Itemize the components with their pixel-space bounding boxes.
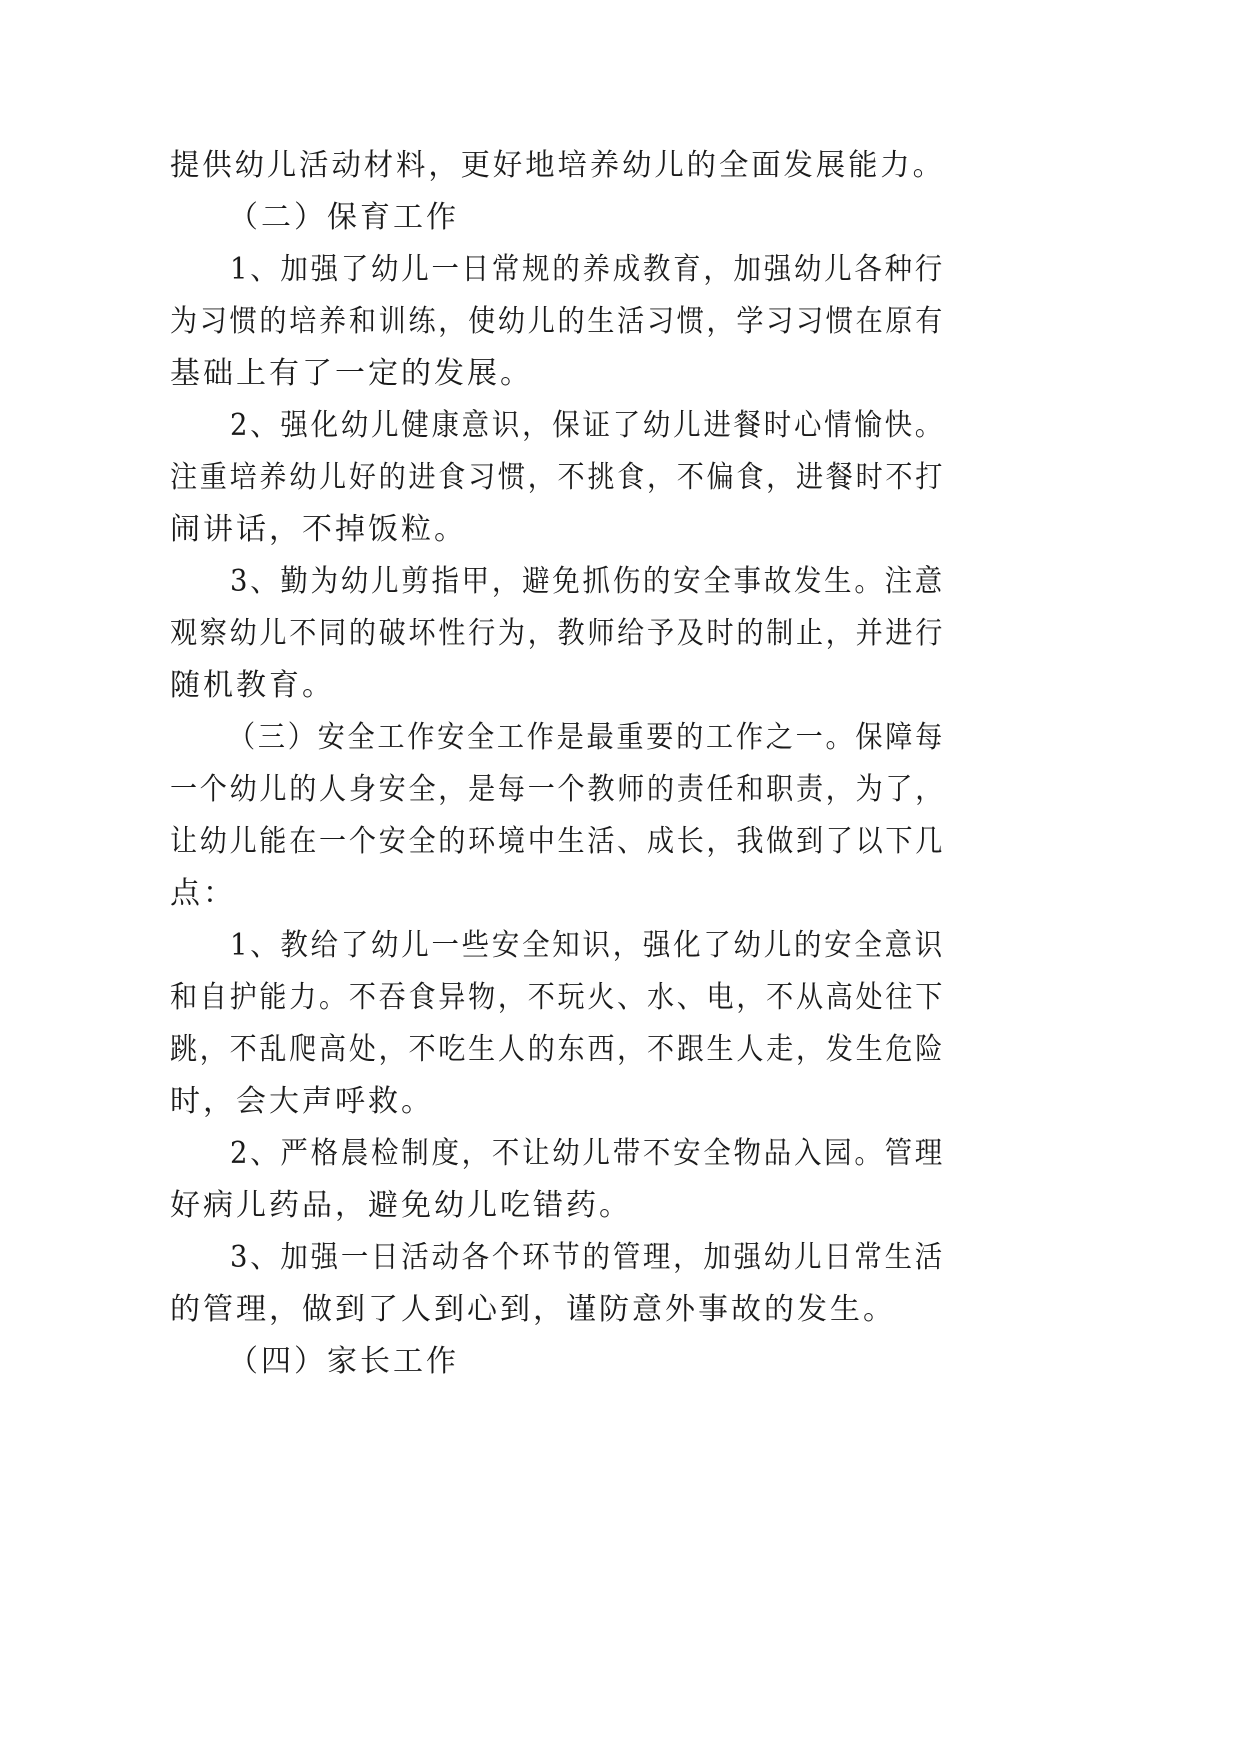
text-line: 注重培养幼儿好的进食习惯，不挑食，不偏食，进餐时不打: [170, 460, 946, 495]
text-line: 1、加强了幼儿一日常规的养成教育，加强幼儿各种行: [230, 252, 946, 287]
text-line: 闹讲话，不掉饭粒。: [170, 512, 467, 547]
text-line: 跳，不乱爬高处，不吃生人的东西，不跟生人走，发生危险: [170, 1032, 946, 1067]
text-line: 为习惯的培养和训练，使幼儿的生活习惯，学习习惯在原有: [170, 304, 946, 339]
text-line: 3、加强一日活动各个环节的管理，加强幼儿日常生活: [230, 1240, 946, 1275]
section-heading: （四）家长工作: [228, 1344, 459, 1379]
section-heading: （三）安全工作安全工作是最重要的工作之一。保障每: [228, 720, 945, 755]
text-line: 一个幼儿的人身安全，是每一个教师的责任和职责，为了，: [170, 772, 946, 807]
text-line: 和自护能力。不吞食异物，不玩火、水、电，不从高处往下: [170, 980, 946, 1015]
text-line: 点：: [170, 876, 236, 911]
text-line: 1、教给了幼儿一些安全知识，强化了幼儿的安全意识: [230, 928, 946, 963]
text-line: 基础上有了一定的发展。: [170, 356, 533, 391]
text-line: 观察幼儿不同的破坏性行为，教师给予及时的制止，并进行: [170, 616, 946, 651]
text-line: 让幼儿能在一个安全的环境中生活、成长，我做到了以下几: [170, 824, 946, 859]
text-line: 的管理，做到了人到心到，谨防意外事故的发生。: [170, 1292, 896, 1327]
text-line: 好病儿药品，避免幼儿吃错药。: [170, 1188, 632, 1223]
text-line: 3、勤为幼儿剪指甲，避免抓伤的安全事故发生。注意: [230, 564, 946, 599]
text-line: 时，会大声呼救。: [170, 1084, 434, 1119]
text-line: 2、强化幼儿健康意识，保证了幼儿进餐时心情愉快。: [230, 408, 946, 443]
text-line: 2、严格晨检制度，不让幼儿带不安全物品入园。管理: [230, 1136, 946, 1171]
section-heading: （二）保育工作: [228, 200, 459, 235]
text-line: 提供幼儿活动材料，更好地培养幼儿的全面发展能力。: [170, 148, 945, 183]
text-line: 随机教育。: [170, 668, 335, 703]
